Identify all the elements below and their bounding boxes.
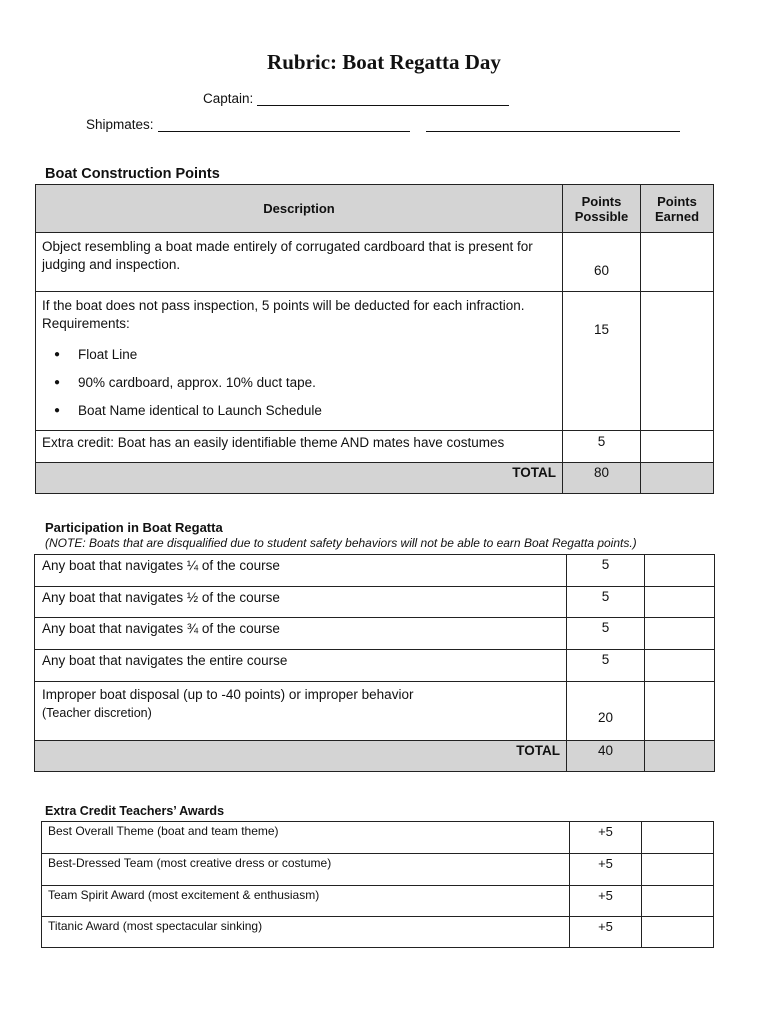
total-row [36,463,714,494]
row-description: Any boat that navigates ½ of the course [35,587,567,618]
points-earned-cell[interactable] [641,233,714,292]
table-row [35,555,715,587]
construction-heading: Boat Construction Points [45,166,220,182]
points-earned-cell[interactable] [645,682,715,741]
row-description: Titanic Award (most spectacular sinking) [42,917,570,948]
total-value: 80 [563,463,641,494]
row-points: 5 [567,555,645,587]
row-points: 5 [567,650,645,682]
row-description: Any boat that navigates ¾ of the course [35,618,567,650]
table-row [35,587,715,618]
construction-table [35,184,714,494]
table-row [35,650,715,682]
awards-table [41,821,714,948]
points-earned-cell[interactable] [642,854,714,886]
captain-row [203,91,509,106]
row-points: 5 [563,431,641,463]
row-points: 60 [563,233,641,292]
shipmates-row [86,117,680,132]
row-points: 15 [563,292,641,431]
page-title: Rubric: Boat Regatta Day [267,50,501,74]
row-points: +5 [570,854,642,886]
row-points: 5 [567,618,645,650]
row-description: Improper boat disposal (up to -40 points) or improper behavior [42,687,414,702]
table-row [42,854,714,886]
total-label: TOTAL [35,741,567,772]
requirements-list [42,341,556,425]
row-points: +5 [570,822,642,854]
points-earned-cell[interactable] [641,292,714,431]
points-earned-cell[interactable] [645,587,715,618]
row-points: +5 [570,886,642,917]
row-description: Any boat that navigates the entire course [35,650,567,682]
total-label: TOTAL [36,463,563,494]
row-description: Team Spirit Award (most excitement & enthusiasm) [42,886,570,917]
table-row [36,233,714,292]
participation-note: (NOTE: Boats that are disqualified due to student safety behaviors will not be able to earn Boat Regatta points.) [45,536,637,550]
row-description: Best Overall Theme (boat and team theme) [42,822,570,854]
points-earned-cell[interactable] [645,555,715,587]
participation-table [34,554,715,772]
row-description-cell [35,682,567,741]
points-earned-cell[interactable] [645,650,715,682]
row-subnote: (Teacher discretion) [42,706,152,720]
points-earned-cell[interactable] [642,917,714,948]
awards-heading: Extra Credit Teachers’ Awards [45,804,225,818]
total-value: 40 [567,741,645,772]
list-item: ● 90% cardboard, approx. 10% duct tape. [78,369,556,397]
table-row [35,618,715,650]
row-points: +5 [570,917,642,948]
table-row [35,682,715,741]
list-item: ● Float Line [78,341,556,369]
table-row [42,917,714,948]
row-points: 20 [567,682,645,741]
points-earned-cell[interactable] [641,431,714,463]
captain-field[interactable] [257,92,509,106]
col-points-earned: Points Earned [641,185,714,233]
total-earned-cell[interactable] [641,463,714,494]
col-points-possible: Points Possible [563,185,641,233]
table-row [36,292,714,431]
points-earned-cell[interactable] [642,886,714,917]
total-earned-cell[interactable] [645,741,715,772]
shipmates-field-2[interactable] [426,118,680,132]
row-points: 5 [567,587,645,618]
row-description-cell [36,292,563,431]
table-row [36,431,714,463]
row-description: Any boat that navigates ¼ of the course [35,555,567,587]
row-description: If the boat does not pass inspection, 5 points will be deducted for each infraction. Requirements: [42,298,525,331]
shipmates-label: Shipmates: [86,117,154,132]
points-earned-cell[interactable] [642,822,714,854]
row-description: Best-Dressed Team (most creative dress or costume) [42,854,570,886]
row-description: Object resembling a boat made entirely of corrugated cardboard that is present for judging and inspection. [36,233,563,292]
row-description: Extra credit: Boat has an easily identifiable theme AND mates have costumes [36,431,563,463]
points-earned-cell[interactable] [645,618,715,650]
total-row [35,741,715,772]
table-row [42,822,714,854]
shipmates-field-1[interactable] [158,118,410,132]
col-description: Description [36,185,563,233]
list-item: ● Boat Name identical to Launch Schedule [78,397,556,425]
captain-label: Captain: [203,91,254,106]
table-row [42,886,714,917]
table-header [36,185,714,233]
participation-heading: Participation in Boat Regatta [45,520,223,535]
